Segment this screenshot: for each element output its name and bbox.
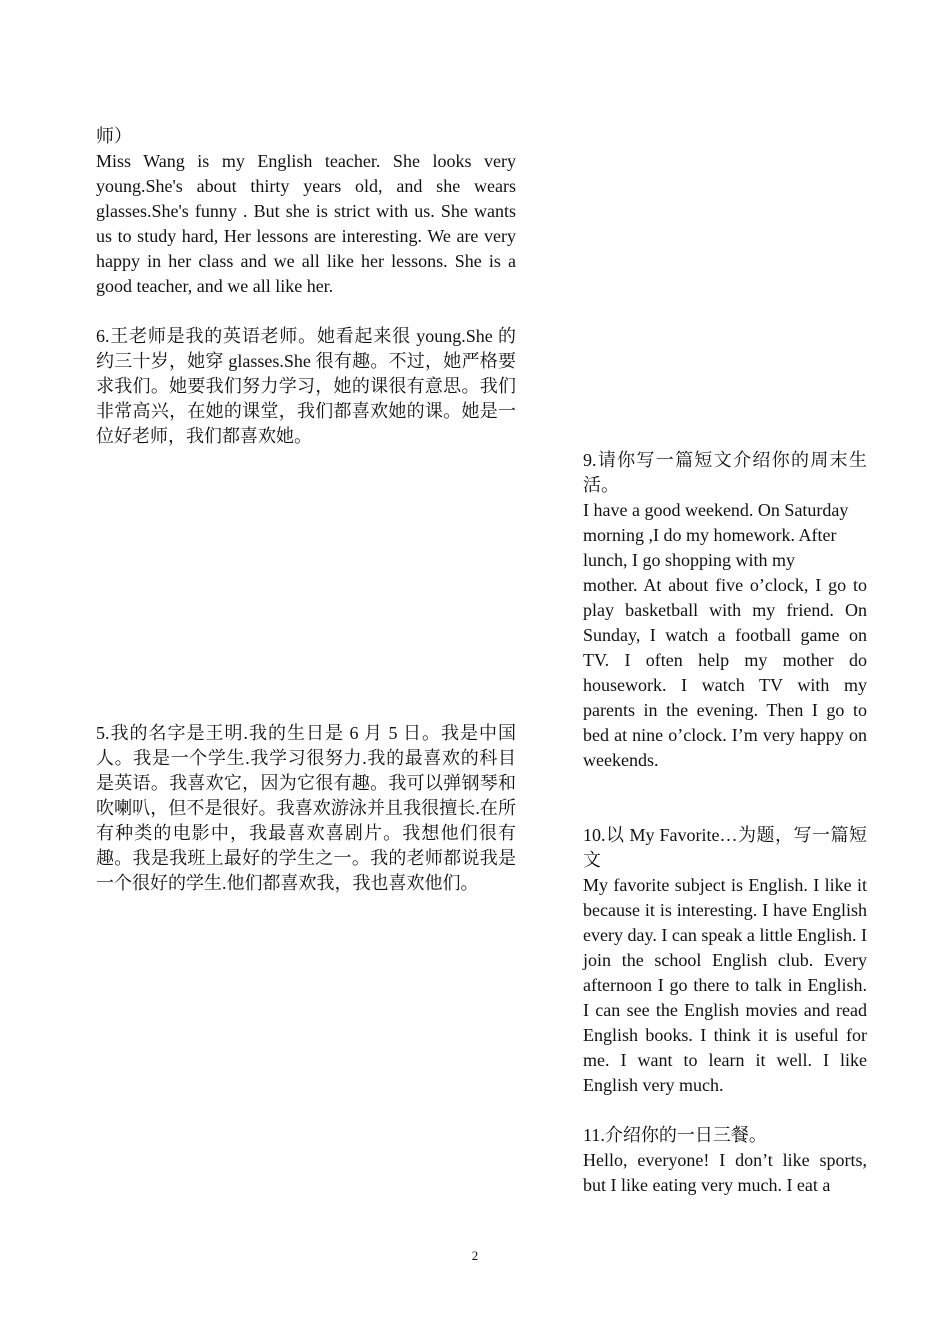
item-11-passage: Hello, everyone! I don’t like sports, but I like eating very much. I eat a	[583, 1150, 867, 1195]
item-6-chinese-passage: 6.王老师是我的英语老师。她看起来很 young.She 的约三十岁，她穿 glasses.She 很有趣。不过，她严格要求我们。她要我们努力学习，她的课很有意思。我们非常高兴，在她的课堂，我们都喜欢她的课。她是一位好老师，我们都喜欢她。	[96, 326, 516, 446]
item-9-passage-line-1: I have a good weekend. On Saturday morning ,I do my homework. After lunch, I go shopping with my	[583, 500, 849, 570]
paragraph-spacer	[583, 798, 867, 823]
item-5-chinese-passage: 5.我的名字是王明.我的生日是 6 月 5 日。我是中国人。我是一个学生.我学习很努力.我的最喜欢的科目是英语。我喜欢它，因为它很有趣。我可以弹钢琴和吹喇叭，但不是很好。我喜欢游泳并且我很擅长.在所有种类的电影中，我最喜欢喜剧片。我想他们很有趣。我是我班上最好的学生之一。我的老师都说我是一个很好的学生.他们都喜欢我，我也喜欢他们。	[96, 723, 516, 893]
paragraph-spacer	[583, 773, 867, 798]
left-column-bottom-block	[96, 721, 516, 896]
left-column-top-block	[96, 124, 516, 449]
right-column-block	[583, 448, 867, 1198]
teacher-passage-english: Miss Wang is my English teacher. She looks very young.She's about thirty years old, and she wears glasses.She's funny . But she is strict with us. She wants us to study hard, Her lessons are interesting. We are very happy in her class and we all like her lessons. She is a good teacher, and we all like her.	[96, 151, 516, 296]
page-number: 2	[471, 1248, 479, 1263]
item-9-passage-line-2: mother. At about five o’clock, I go to play basketball with my friend. On Sunday, I watch a football game on TV. I often help my mother do housework. I watch TV with my parents in the evening. Then I go to bed at nine o’clock. I’m very happy on weekends.	[583, 575, 867, 770]
item-10-passage: My favorite subject is English. I like it because it is interesting. I have English every day. I can speak a little English. I join the school English club. Every afternoon I go there to talk in English. I can see the English movies and read English books. I think it is useful for me. I want to learn it well. I like English very much.	[583, 875, 867, 1095]
paragraph-spacer	[96, 299, 516, 324]
paragraph-spacer	[583, 1098, 867, 1123]
item-11-prompt: 11.介绍你的一日三餐。	[583, 1125, 767, 1145]
item-9-prompt: 9.请你写一篇短文介绍你的周末生活。	[583, 450, 867, 495]
fragment-text: 师）	[96, 126, 132, 146]
item-10-prompt: 10.以 My Favorite…为题，写一篇短文	[583, 825, 867, 870]
